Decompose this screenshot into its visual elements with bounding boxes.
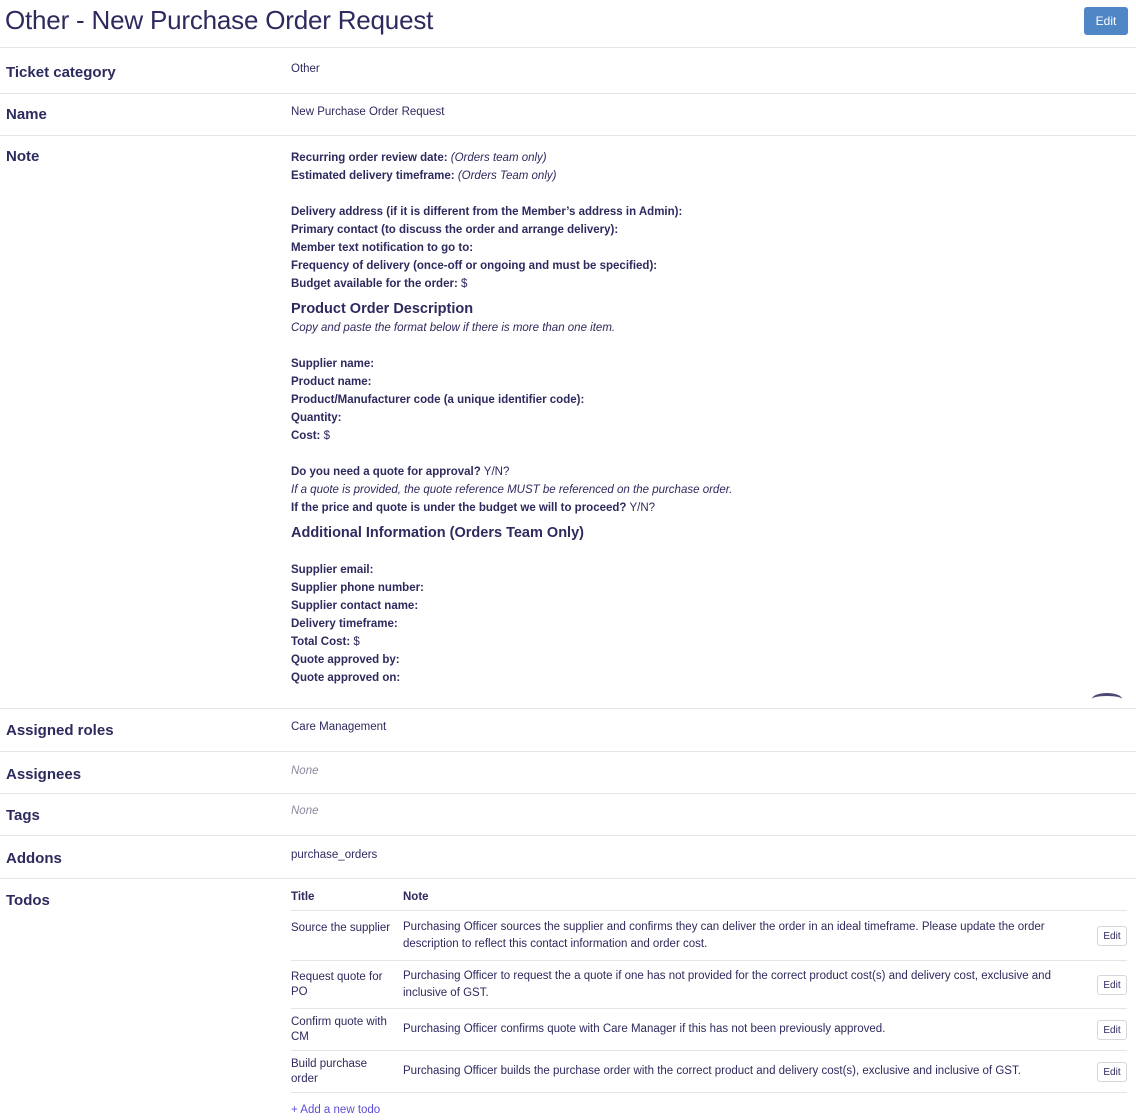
field-value: purchase_orders xyxy=(291,849,378,861)
field-ticket-category xyxy=(0,48,1136,94)
field-label: Name xyxy=(6,106,47,123)
field-addons xyxy=(0,836,1136,879)
note-line: Copy and paste the format below if there is more than one item. xyxy=(291,322,616,334)
todo-edit-button[interactable]: Edit xyxy=(1097,926,1127,946)
field-value: None xyxy=(291,805,319,817)
todos-table-header xyxy=(291,879,1127,911)
todo-row xyxy=(291,1051,1127,1093)
field-label: Assigned roles xyxy=(6,722,114,739)
field-assigned-roles xyxy=(0,709,1136,752)
note-line: Supplier name: xyxy=(291,358,375,370)
todo-title: Confirm quote with CM xyxy=(291,1016,387,1043)
note-line: Supplier phone number: xyxy=(291,582,424,594)
field-assignees xyxy=(0,752,1136,794)
todos-table xyxy=(291,879,1127,1116)
field-label: Note xyxy=(6,148,40,165)
edit-ticket-button[interactable]: Edit xyxy=(1084,7,1128,35)
note-line: Estimated delivery timeframe: (Orders Team only) xyxy=(291,170,557,182)
note-line: If the price and quote is under the budget we will to proceed? Y/N? xyxy=(291,502,656,514)
todo-row xyxy=(291,1009,1127,1051)
note-line: Total Cost: $ xyxy=(291,636,360,648)
todo-edit-button[interactable]: Edit xyxy=(1097,1020,1127,1040)
todo-title: Build purchase order xyxy=(291,1058,368,1085)
note-line: If a quote is provided, the quote reference MUST be referenced on the purchase order. xyxy=(291,484,733,496)
scroll-indicator xyxy=(1092,693,1122,705)
field-value: Care Management xyxy=(291,721,387,733)
todo-note: Purchasing Officer sources the supplier and confirms they can deliver the order in an ideal timeframe. Please update the order description to reflect this contact information and order cost. xyxy=(403,921,1045,950)
todo-edit-button[interactable]: Edit xyxy=(1097,1062,1127,1082)
field-value: None xyxy=(291,765,319,777)
note-line: Member text notification to go to: xyxy=(291,242,474,254)
note-line: Supplier contact name: xyxy=(291,600,419,612)
field-label: Tags xyxy=(6,807,40,824)
todo-title: Source the supplier xyxy=(291,922,391,934)
note-line: Recurring order review date: (Orders team only) xyxy=(291,152,547,164)
todo-edit-button[interactable]: Edit xyxy=(1097,975,1127,995)
todo-note: Purchasing Officer confirms quote with Care Manager if this has not been previously approved. xyxy=(403,1023,886,1035)
note-heading-additional: Additional Information (Orders Team Only) xyxy=(291,525,584,541)
field-label: Todos xyxy=(6,892,50,909)
todo-note: Purchasing Officer builds the purchase order with the correct product and delivery cost(s), exclusive and inclusive of GST. xyxy=(403,1065,1021,1077)
note-line: Quote approved by: xyxy=(291,654,400,666)
column-header-title: Title xyxy=(291,891,315,903)
todo-row xyxy=(291,911,1127,961)
todo-title: Request quote for PO xyxy=(291,971,383,998)
field-note xyxy=(0,136,1136,709)
note-line: Budget available for the order: $ xyxy=(291,278,468,290)
note-line: Product/Manufacturer code (a unique identifier code): xyxy=(291,394,585,406)
note-line: Delivery timeframe: xyxy=(291,618,398,630)
column-header-note: Note xyxy=(403,891,429,903)
note-heading-product: Product Order Description xyxy=(291,301,474,317)
note-line: Quantity: xyxy=(291,412,342,424)
field-label: Ticket category xyxy=(6,64,116,81)
todo-row xyxy=(291,961,1127,1009)
note-line: Delivery address (if it is different from the Member’s address in Admin): xyxy=(291,206,683,218)
note-line: Cost: $ xyxy=(291,430,330,442)
field-value: New Purchase Order Request xyxy=(291,106,445,118)
field-name xyxy=(0,94,1136,136)
note-line: Primary contact (to discuss the order and arrange delivery): xyxy=(291,224,619,236)
todo-note: Purchasing Officer to request the a quote if one has not provided for the correct product cost(s) and delivery cost, exclusive and inclusive of GST. xyxy=(403,970,1051,999)
note-line: Frequency of delivery (once-off or ongoing and must be specified): xyxy=(291,260,658,272)
add-todo-link[interactable]: + Add a new todo xyxy=(291,1104,381,1116)
page-title: Other - New Purchase Order Request xyxy=(5,5,434,35)
field-value: Other xyxy=(291,63,320,75)
note-line: Product name: xyxy=(291,376,372,388)
note-content xyxy=(291,149,1091,687)
field-label: Assignees xyxy=(6,766,82,783)
field-label: Addons xyxy=(6,850,62,867)
field-todos xyxy=(0,879,1136,1120)
note-line: Supplier email: xyxy=(291,564,374,576)
page-header xyxy=(0,0,1136,48)
note-line: Do you need a quote for approval? Y/N? xyxy=(291,466,510,478)
field-tags xyxy=(0,794,1136,836)
note-line: Quote approved on: xyxy=(291,672,401,684)
